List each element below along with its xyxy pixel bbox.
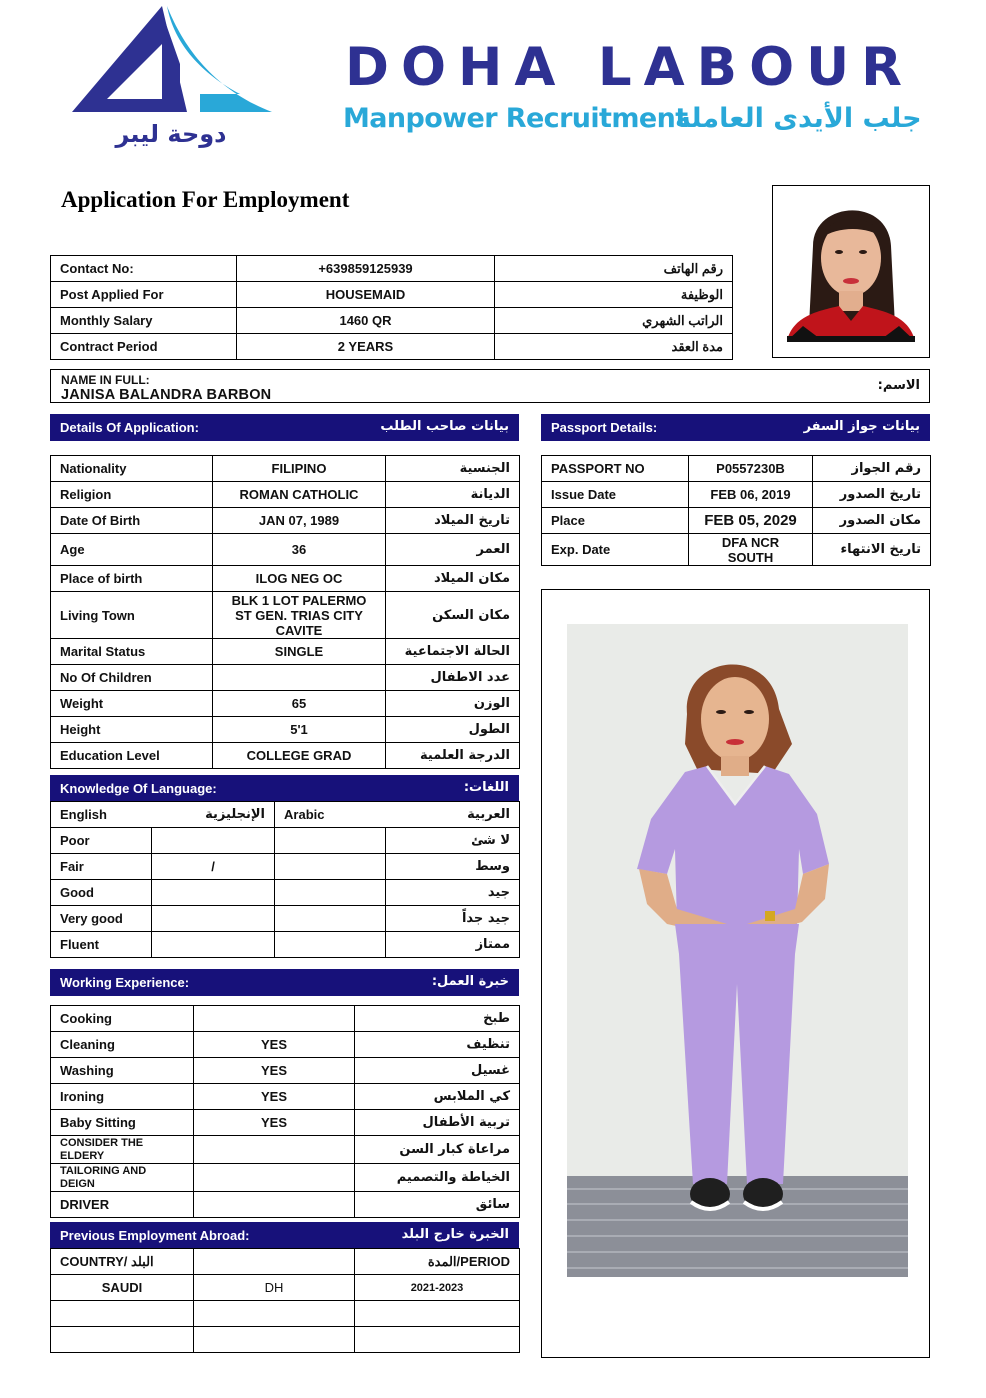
- details-label: Age: [51, 534, 213, 566]
- passport-label-ar: مكان الصدور: [813, 508, 931, 534]
- passport-label: Exp. Date: [542, 534, 689, 566]
- experience-row: [51, 1136, 520, 1164]
- language-section-header: [50, 775, 519, 801]
- passport-section-header: [541, 414, 930, 441]
- experience-skill-ar: كي الملابس: [355, 1084, 520, 1110]
- contact-value: +639859125939: [237, 256, 495, 282]
- brand-title: DOHA LABOUR: [345, 37, 914, 98]
- contact-label: Contact No:: [51, 256, 237, 282]
- experience-row: [51, 1192, 520, 1218]
- language-level: Fluent: [51, 932, 152, 958]
- experience-row: [51, 1084, 520, 1110]
- details-value: 65: [213, 691, 386, 717]
- experience-header-text: Working Experience:: [60, 975, 190, 990]
- passport-label-ar: رقم الجواز: [813, 456, 931, 482]
- details-label: Marital Status: [51, 639, 213, 665]
- contact-row: [51, 308, 733, 334]
- passport-table: [541, 455, 931, 566]
- passport-label: PASSPORT NO: [542, 456, 689, 482]
- details-label: Weight: [51, 691, 213, 717]
- language-level: Poor: [51, 828, 152, 854]
- details-value: BLK 1 LOT PALERMO ST GEN. TRIAS CITY CAVITE: [213, 592, 386, 639]
- full-name-label-ar: الاسم:: [877, 378, 920, 393]
- experience-row: [51, 1032, 520, 1058]
- employment-position: [194, 1327, 355, 1353]
- passport-row: [542, 534, 931, 566]
- middle-column-header: [194, 1249, 355, 1275]
- employment-position: [194, 1301, 355, 1327]
- employment-period: [355, 1327, 520, 1353]
- passport-photo-frame: [772, 185, 930, 358]
- language-level-ar: جيد جداً: [386, 906, 520, 932]
- language-header-text-ar: اللغات:: [463, 780, 509, 795]
- arabic-level-mark: [275, 906, 386, 932]
- details-label: Education Level: [51, 743, 213, 769]
- details-row: [51, 482, 520, 508]
- experience-skill: Cleaning: [51, 1032, 194, 1058]
- contact-row: [51, 282, 733, 308]
- previous-employment-row: [51, 1301, 520, 1327]
- experience-skill: DRIVER: [51, 1192, 194, 1218]
- language-level: Fair: [51, 854, 152, 880]
- passport-header-text-ar: بيانات جواز السفر: [803, 419, 920, 434]
- details-label: Date Of Birth: [51, 508, 213, 534]
- details-row: [51, 456, 520, 482]
- document-title: Application For Employment: [61, 187, 350, 212]
- details-value: ILOG NEG OC: [213, 566, 386, 592]
- language-level-ar: لا شئ: [386, 828, 520, 854]
- english-column-header: [51, 802, 275, 828]
- arabic-column-header: [275, 802, 520, 828]
- details-value: 5'1: [213, 717, 386, 743]
- details-label-ar: الجنسية: [386, 456, 520, 482]
- passport-label: Place: [542, 508, 689, 534]
- details-row: [51, 566, 520, 592]
- language-row: [51, 880, 520, 906]
- arabic-level-mark: [275, 880, 386, 906]
- brand-subtitle-arabic: جلب الأيدى العاملة: [675, 103, 922, 134]
- previous-employment-row: [51, 1327, 520, 1353]
- language-level: Good: [51, 880, 152, 906]
- passport-label: Issue Date: [542, 482, 689, 508]
- experience-header-text-ar: خبرة العمل:: [431, 974, 509, 989]
- experience-value: YES: [194, 1084, 355, 1110]
- details-value: 36: [213, 534, 386, 566]
- details-row: [51, 508, 520, 534]
- employment-period: [355, 1301, 520, 1327]
- language-table: [50, 801, 520, 958]
- details-header-text: Details Of Application:: [60, 420, 199, 435]
- experience-skill-ar: طبخ: [355, 1006, 520, 1032]
- arabic-level-mark: [275, 828, 386, 854]
- experience-skill-ar: تنظيف: [355, 1032, 520, 1058]
- full-name-value: JANISA BALANDRA BARBON: [61, 387, 272, 403]
- language-row: [51, 828, 520, 854]
- experience-row: [51, 1110, 520, 1136]
- full-name-label: NAME IN FULL:: [61, 373, 150, 387]
- english-level-mark: [152, 880, 275, 906]
- details-label-ar: العمر: [386, 534, 520, 566]
- language-header-text: Knowledge Of Language:: [60, 781, 217, 796]
- details-section-header: [50, 414, 519, 441]
- details-label: Religion: [51, 482, 213, 508]
- language-level: Very good: [51, 906, 152, 932]
- details-row: [51, 665, 520, 691]
- details-value: FILIPINO: [213, 456, 386, 482]
- employment-country: [51, 1327, 194, 1353]
- experience-row: [51, 1058, 520, 1084]
- contact-value: 2 YEARS: [237, 334, 495, 360]
- experience-value: [194, 1136, 355, 1164]
- details-label: Height: [51, 717, 213, 743]
- passport-header-text: Passport Details:: [551, 420, 658, 435]
- passport-value: FEB 06, 2019: [689, 482, 813, 508]
- details-label-ar: عدد الاطفال: [386, 665, 520, 691]
- contact-label: Post Applied For: [51, 282, 237, 308]
- experience-row: [51, 1006, 520, 1032]
- language-row: [51, 906, 520, 932]
- experience-skill-ar: مراعاة كبار السن: [355, 1136, 520, 1164]
- experience-row: [51, 1164, 520, 1192]
- details-label-ar: الحالة الاجتماعية: [386, 639, 520, 665]
- full-body-photo-frame: [541, 589, 930, 1358]
- english-level-mark: /: [152, 854, 275, 880]
- experience-skill: Baby Sitting: [51, 1110, 194, 1136]
- full-body-photo: [567, 624, 908, 1277]
- passport-row: [542, 508, 931, 534]
- contact-value: 1460 QR: [237, 308, 495, 334]
- employment-country: [51, 1301, 194, 1327]
- experience-skill-ar: الخياطة والتصميم: [355, 1164, 520, 1192]
- previous-employment-row: [51, 1275, 520, 1301]
- contact-label-ar: الوظيفة: [495, 282, 733, 308]
- details-label: No Of Children: [51, 665, 213, 691]
- english-label: English: [60, 807, 107, 822]
- english-level-mark: [152, 906, 275, 932]
- details-label-ar: الوزن: [386, 691, 520, 717]
- contact-row: [51, 256, 733, 282]
- language-level-ar: جيد: [386, 880, 520, 906]
- experience-value: YES: [194, 1058, 355, 1084]
- previous-employment-header-text-ar: الخبرة خارج البلد: [401, 1227, 509, 1242]
- details-value: [213, 665, 386, 691]
- passport-label-ar: تاريخ الصدور: [813, 482, 931, 508]
- employment-period: 2021-2023: [355, 1275, 520, 1301]
- arabic-level-mark: [275, 932, 386, 958]
- details-label-ar: مكان الميلاد: [386, 566, 520, 592]
- arabic-level-mark: [275, 854, 386, 880]
- contact-label-ar: مدة العقد: [495, 334, 733, 360]
- language-row: [51, 854, 520, 880]
- details-label: Place of birth: [51, 566, 213, 592]
- experience-value: [194, 1192, 355, 1218]
- details-row: [51, 534, 520, 566]
- experience-skill: Washing: [51, 1058, 194, 1084]
- english-label-ar: الإنجليزية: [205, 807, 266, 822]
- experience-value: [194, 1006, 355, 1032]
- details-label-ar: الدرجة العلمية: [386, 743, 520, 769]
- details-row: [51, 717, 520, 743]
- details-row: [51, 743, 520, 769]
- details-label-ar: تاريخ الميلاد: [386, 508, 520, 534]
- previous-employment-section-header: [50, 1222, 519, 1248]
- passport-row: [542, 482, 931, 508]
- details-label-ar: الطول: [386, 717, 520, 743]
- english-level-mark: [152, 828, 275, 854]
- passport-label-ar: تاريخ الانتهاء: [813, 534, 931, 566]
- contact-label-ar: رقم الهاتف: [495, 256, 733, 282]
- full-name-box: [50, 369, 930, 403]
- experience-skill-ar: غسيل: [355, 1058, 520, 1084]
- details-value: JAN 07, 1989: [213, 508, 386, 534]
- details-value: COLLEGE GRAD: [213, 743, 386, 769]
- arabic-label-ar: العربية: [467, 807, 511, 822]
- experience-skill: Cooking: [51, 1006, 194, 1032]
- experience-value: YES: [194, 1110, 355, 1136]
- passport-value: FEB 05, 2029: [689, 508, 813, 534]
- contact-row: [51, 334, 733, 360]
- contact-table: [50, 255, 733, 360]
- employment-country: SAUDI: [51, 1275, 194, 1301]
- details-label-ar: الديانة: [386, 482, 520, 508]
- contact-value: HOUSEMAID: [237, 282, 495, 308]
- brand-subtitle: Manpower Recruitment: [343, 103, 688, 134]
- details-row: [51, 639, 520, 665]
- details-value: ROMAN CATHOLIC: [213, 482, 386, 508]
- passport-value: DFA NCR SOUTH: [689, 534, 813, 566]
- previous-employment-table: [50, 1248, 520, 1353]
- details-label: Living Town: [51, 592, 213, 639]
- experience-skill: Ironing: [51, 1084, 194, 1110]
- contact-label-ar: الراتب الشهري: [495, 308, 733, 334]
- language-level-ar: ممتاز: [386, 932, 520, 958]
- experience-value: YES: [194, 1032, 355, 1058]
- employment-position: DH: [194, 1275, 355, 1301]
- details-value: SINGLE: [213, 639, 386, 665]
- experience-skill: CONSIDER THE ELDERY: [51, 1136, 194, 1164]
- english-level-mark: [152, 932, 275, 958]
- experience-section-header: [50, 969, 519, 996]
- details-label-ar: مكان السكن: [386, 592, 520, 639]
- passport-row: [542, 456, 931, 482]
- language-row: [51, 932, 520, 958]
- previous-employment-header-text: Previous Employment Abroad:: [60, 1228, 250, 1243]
- previous-employment-header-row: [51, 1249, 520, 1275]
- details-header-text-ar: بيانات صاحب الطلب: [380, 419, 509, 434]
- language-level-ar: وسط: [386, 854, 520, 880]
- period-column-header: PERIOD/المدة: [355, 1249, 520, 1275]
- experience-table: [50, 1005, 520, 1218]
- experience-value: [194, 1164, 355, 1192]
- details-row: [51, 592, 520, 639]
- experience-skill-ar: تربية الأطفال: [355, 1110, 520, 1136]
- details-label: Nationality: [51, 456, 213, 482]
- experience-skill: TAILORING AND DEIGN: [51, 1164, 194, 1192]
- details-table: [50, 455, 520, 769]
- arabic-label: Arabic: [284, 807, 325, 822]
- contact-label: Monthly Salary: [51, 308, 237, 334]
- language-header-row: [51, 802, 520, 828]
- contact-label: Contract Period: [51, 334, 237, 360]
- country-column-header: COUNTRY/ البلد: [51, 1249, 194, 1275]
- passport-photo: [773, 186, 929, 357]
- passport-value: P0557230B: [689, 456, 813, 482]
- experience-skill-ar: سائق: [355, 1192, 520, 1218]
- logo-arabic-text: دوحة ليبر: [115, 120, 227, 148]
- details-row: [51, 691, 520, 717]
